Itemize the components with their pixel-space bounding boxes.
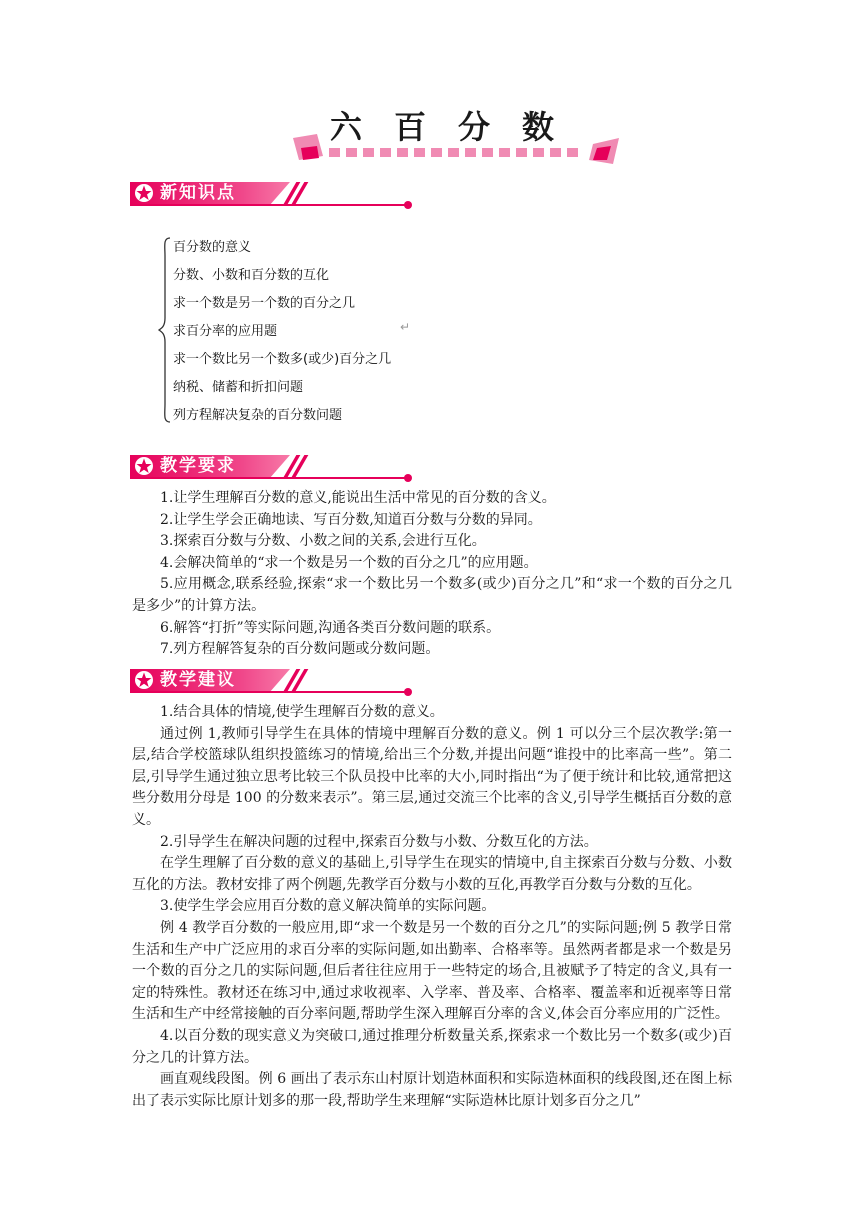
- knowledge-item: 求百分率的应用题: [173, 324, 278, 339]
- requirement-item: 6.解答“打折”等实际问题,沟通各类百分数问题的联系。: [160, 619, 501, 636]
- requirement-item: 5.应用概念,联系经验,探索“求一个数比另一个数多(或少)百分之几”和“求一个数的百分之几是多少”的计算方法。: [132, 576, 732, 614]
- suggestion-paragraph: 1.结合具体的情境,使学生理解百分数的意义。: [160, 704, 444, 720]
- suggestion-paragraph: 画直观线段图。例 6 画出了表示东山村原计划造林面积和实际造林面积的线段图,还在图上标出了表示实际比原计划多的那一段,帮助学生来理解“实际造林比原计划多百分之几”: [132, 1071, 732, 1109]
- requirement-item: 4.会解决简单的“求一个数是另一个数的百分之几”的应用题。: [160, 554, 538, 571]
- knowledge-item: 纳税、储蓄和折扣问题: [173, 380, 304, 395]
- paragraph-mark: ↵: [400, 320, 411, 334]
- star-icon: [134, 670, 154, 690]
- requirement-item: 2.让学生学会正确地读、写百分数,知道百分数与分数的异同。: [160, 511, 542, 528]
- suggestion-paragraph: 2.引导学生在解决问题的过程中,探索百分数与小数、分数互化的方法。: [160, 833, 598, 850]
- suggestion-paragraph: 3.使学生学会应用百分数的意义解决简单的实际问题。: [160, 898, 496, 915]
- chapter-title: 六百分数: [330, 108, 587, 146]
- suggestion-paragraph: 4.以百分数的现实意义为突破口,通过推理分析数量关系,探索求一个数比另一个数多(或少)百分之几的计算方法。: [132, 1027, 732, 1066]
- knowledge-item: 分数、小数和百分数的互化: [173, 268, 330, 283]
- requirement-item: 7.列方程解答复杂的百分数问题或分数问题。: [160, 641, 440, 658]
- star-icon: [134, 183, 154, 203]
- suggestions-body: [132, 702, 732, 1112]
- knowledge-item: 百分数的意义: [173, 240, 252, 255]
- requirement-item: 1.让学生理解百分数的意义,能说出生活中常见的百分数的含义。: [160, 490, 556, 506]
- knowledge-item: 求一个数比另一个数多(或少)百分之几: [173, 352, 392, 367]
- title-decoration: [293, 134, 623, 168]
- suggestion-paragraph: 通过例 1,教师引导学生在具体的情境中理解百分数的意义。例 1 可以分三个层次教学:第一层,结合学校篮球队组织投篮练习的情境,给出三个分数,并提出问题“谁投中的比率高一些”。第二层,引导学生通过独立思考比较三个队员投中比率的大小,同时指出“为了便于统计和比较,通常把这些分数用分母是 100 的分数来表示”。第三层,通过交流三个比率的含义,引导学生概括百分数的意义。: [132, 725, 732, 828]
- section-header-knowledge: [130, 182, 420, 222]
- section-title: 新知识点: [160, 183, 236, 203]
- requirements-list: [132, 488, 732, 661]
- section-title: 教学建议: [160, 670, 236, 690]
- suggestion-paragraph: 例 4 教学百分数的一般应用,即“求一个数是另一个数的百分之几”的实际问题;例 5 教学日常生活和生产中广泛应用的求百分率的实际问题,如出勤率、合格率等。虽然两者都是求一个数是另一个数的百分之几的实际问题,但后者往往应用于一些特定的场合,且被赋予了特定的含义,具有一定的特殊性。教材还在练习中,通过求收视率、入学率、普及率、合格率、覆盖率和近视率等日常生活和生产中经常接触的百分率问题,帮助学生深入理解百分率的含义,体会百分率应用的广泛性。: [132, 919, 732, 1023]
- suggestion-paragraph: 在学生理解了百分数的意义的基础上,引导学生在现实的情境中,自主探索百分数与分数、小数互化的方法。教材安排了两个例题,先教学百分数与小数的互化,再教学百分数与分数的互化。: [132, 855, 732, 893]
- knowledge-item: 求一个数是另一个数的百分之几: [173, 296, 356, 311]
- requirement-item: 3.探索百分数与分数、小数之间的关系,会进行互化。: [160, 533, 486, 550]
- curly-brace: [158, 236, 172, 424]
- section-title: 教学要求: [160, 456, 236, 476]
- knowledge-item: 列方程解决复杂的百分数问题: [173, 408, 343, 423]
- star-icon: [134, 456, 154, 476]
